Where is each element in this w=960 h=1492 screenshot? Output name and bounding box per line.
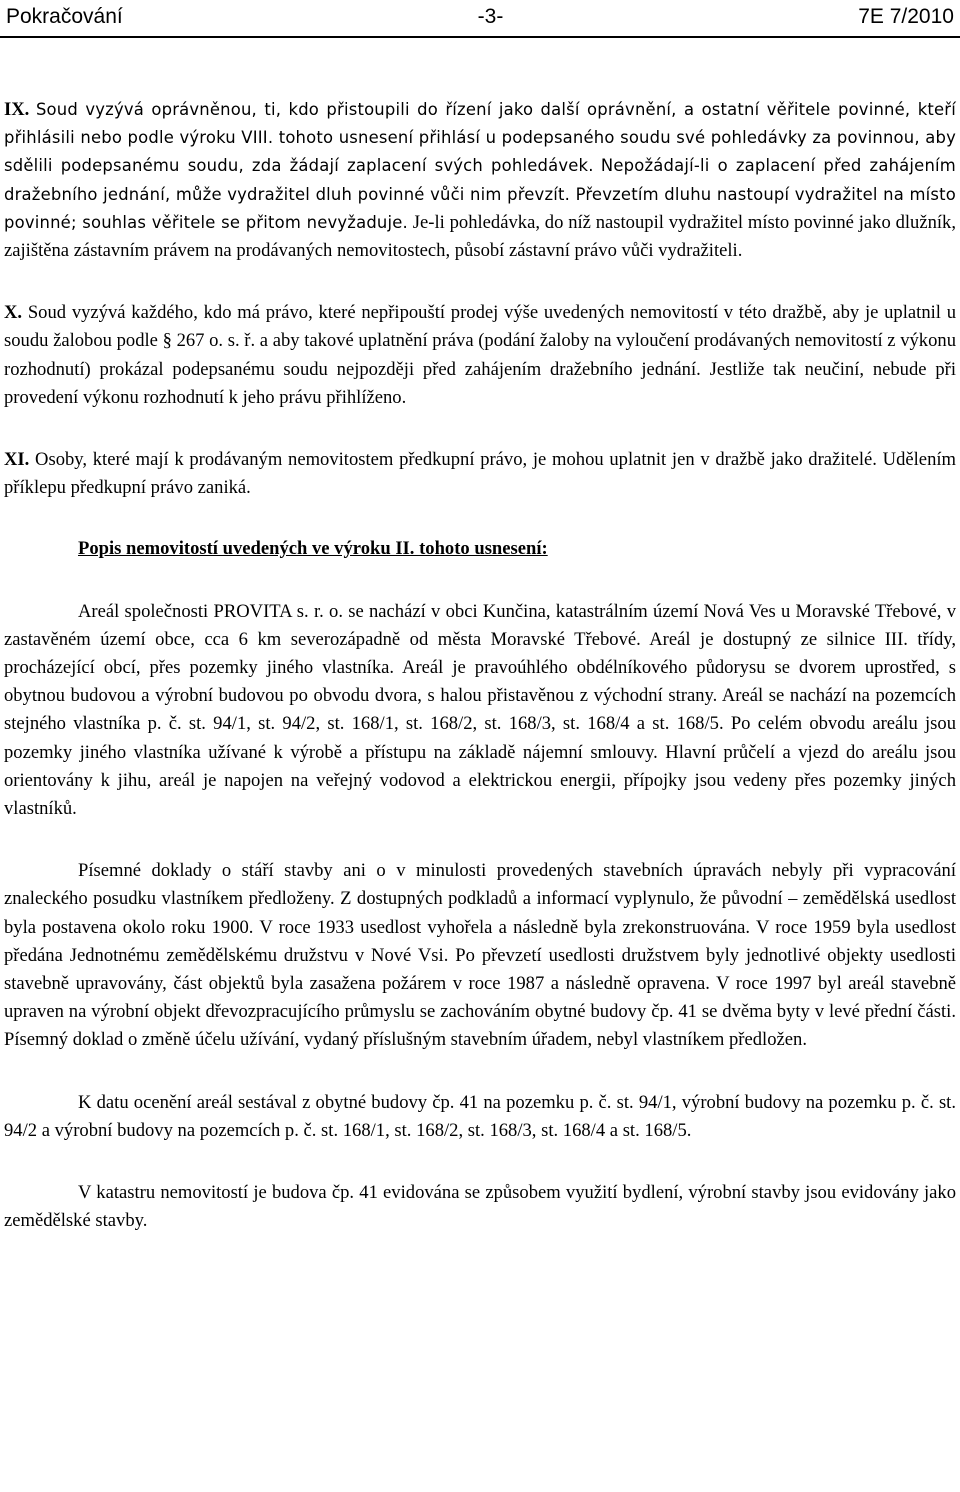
paragraph-valuation-date: K datu ocenění areál sestával z obytné budovy čp. 41 na pozemku p. č. st. 94/1, výrobní budovy na pozemku p. č. st. 94/2 a výrobní budovy na pozemcích p. č. st. 168/1, st. 168/2, st. 168/3, st. 168/4 a st. 168/5.	[4, 1091, 956, 1141]
paragraph-history: Písemné doklady o stáří stavby ani o v minulosti provedených stavebních úpravách nebyly při vypracování znaleckého posudku vlastníkem předloženy. Z dostupných podkladů a informací vyplynulo, že původní – zemědělská usedlost byla postavena okolo roku 1900. V roce 1933 usedlost vyhořela a následně byla zrekonstruována. V roce 1959 byla usedlost předána Jednotnému zemědělskému družstvu v Nové Vsi. Po převzetí usedlosti družstvem byly jednotlivé objekty usedlosti stavebně upravovány, část objektů byla zasažena požárem v roce 1987 a následně opravena. V roce 1997 byl areál stavebně upraven na výrobní objekt dřevozpracujícího průmyslu se zachováním obytné budovy čp. 41 se dvěma byty v levé přední části. Písemný doklad o změně účelu užívání, vydaný příslušným stavebním úřadem, nebyl vlastníkem předložen.	[4, 860, 956, 1051]
section-xi	[4, 446, 956, 502]
header-case-number: 7E 7/2010	[858, 5, 954, 28]
header-continuation: Pokračování	[6, 5, 123, 28]
section-x-text-b: 267 o. s. ř. a aby takové uplatnění práva (podání žaloby na vyloučení prodávaných nemovitostí z výkonu rozhodnutí) prokázal podepsanému soudu nejpozději před zahájením dražebního jednání. Jestliže tak neučiní, nebude při provedení výkonu rozhodnutí k jeho právu přihlíženo.	[4, 330, 956, 408]
paragraph-site: Areál společnosti PROVITA s. r. o. se nachází v obci Kunčina, katastrálním území Nová Ves u Moravské Třebové, v zastavěném území obce, cca 6 km severozápadně od města Moravské Třebové. Areál je dostupný ze silnice III. třídy, procházející obcí, přes pozemky jiného vlastníka. Areál je pravoúhlého obdélníkového půdorysu se dvorem uprostřed, s obytnou budovou a výrobní budovou po obvodu dvora, s halou přistavěnou z východní strany. Areál se nachází na pozemcích stejného vlastníka p. č. st. 94/1, st. 94/2, st. 168/1, st. 168/2, st. 168/3, st. 168/4 a st. 168/5. Po celém obvodu areálu jsou pozemky jiného vlastníka užívané k výrobě a přístupu na základě nájemní smlouvy. Hlavní průčelí a vjezd do areálu jsou orientovány k jihu, areál je napojen na veřejný vodovod a elektrickou energii, přípojky jsou vedeny přes pozemky jiných vlastníků.	[4, 600, 956, 820]
property-description-heading: Popis nemovitostí uvedených ve výroku II. tohoto usnesení:	[78, 538, 548, 560]
paragraph-cadastre: V katastru nemovitostí je budova čp. 41 evidována se způsobem využití bydlení, výrobní stavby jsou evidovány jako zemědělské stavby.	[4, 1182, 956, 1232]
section-x-mark: X.	[4, 302, 23, 324]
section-ix-text: Soud vyzývá oprávněnou, ti, kdo přistoupili do řízení jako další oprávnění, a ostatní věřitele povinné, kteří přihlásili nebo podle výroku VIII. tohoto usnesení přihlásí u podepsaného soudu své pohledávky za povinnou, aby sdělili podepsanému soudu, zda žádají zaplacení svých pohledávek.	[4, 100, 956, 176]
section-ix	[4, 96, 956, 265]
document-body	[4, 96, 956, 1236]
header-page-number: -3-	[477, 5, 504, 28]
section-xi-text: Osoby, které mají k prodávaným nemovitostem předkupní právo, je mohou uplatnit jen v dražbě jako dražitelé. Udělením příklepu předkupní právo zaniká.	[4, 449, 956, 499]
section-x	[4, 299, 956, 412]
section-ix-text-3: Je-li pohledávka, do níž nastoupil vydražitel místo povinné jako dlužník, zajištěna zástavním právem na prodávaných nemovitostech, působí zástavní právo vůči vydražiteli.	[4, 211, 956, 262]
header-rule	[0, 36, 960, 38]
section-sign: §	[162, 330, 172, 352]
section-x-text-a: Soud vyzývá každého, kdo má právo, které nepřipouští prodej výše uvedených nemovitostí v této dražbě, aby je uplatnil u soudu žalobou podle	[4, 302, 956, 352]
section-xi-mark: XI.	[4, 449, 30, 471]
section-ix-mark: IX.	[4, 99, 30, 120]
page-header	[6, 0, 954, 34]
section-ix-text-2: Nepožádají-li o zaplacení před zahájením dražebního jednání, může vydražitel dluh povinné vůči nim převzít. Převzetím dluhu nastoupí vydražitel na místo povinné; souhlas věřitele se přitom nevyžaduje.	[4, 156, 956, 232]
